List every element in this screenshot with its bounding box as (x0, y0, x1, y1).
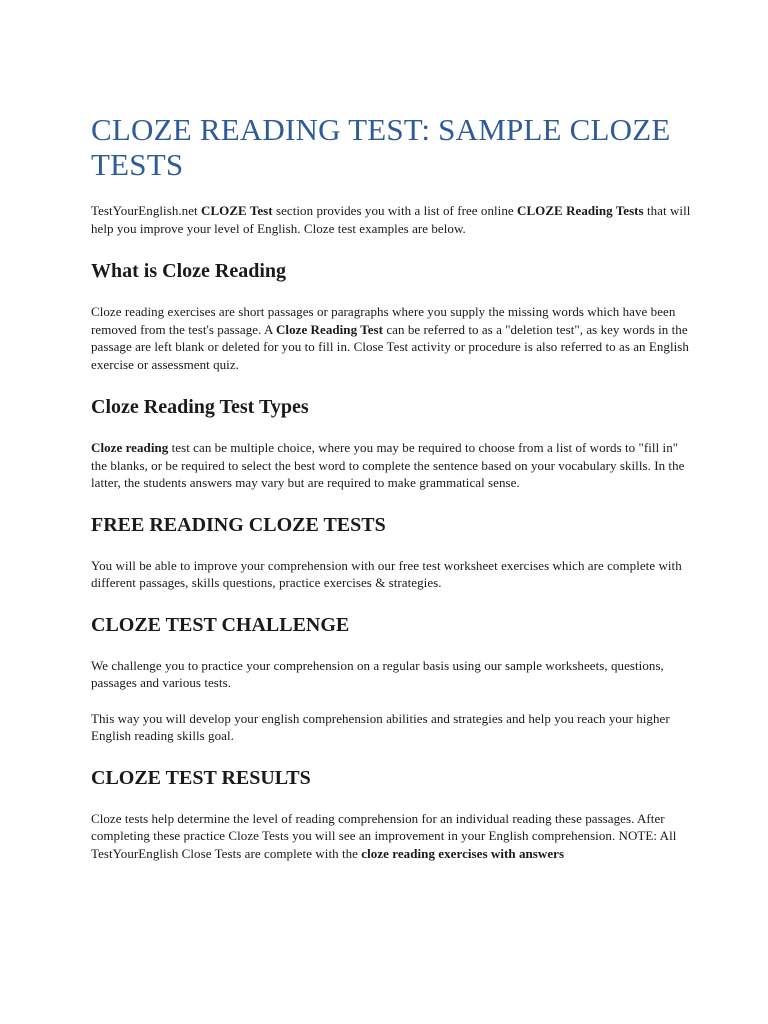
challenge-paragraph-2: This way you will develop your english comprehension abilities and strategies and help you reach your higher English reading skills goal. (91, 710, 670, 743)
what-text-2: can be referred to as a "deletion test", as key words in the passage are left blank or deleted for you to fill in. Close Test activity or procedure is also referred to as an English exercise or assessment quiz. (91, 321, 689, 372)
page-title: CLOZE READING TEST: SAMPLE CLOZE TESTS (91, 112, 671, 182)
heading-cloze-test-results: CLOZE TEST RESULTS (91, 766, 311, 789)
types-bold-cloze-reading: Cloze reading (91, 440, 169, 455)
heading-free-reading-cloze-tests: FREE READING CLOZE TESTS (91, 513, 386, 536)
types-paragraph (91, 439, 691, 492)
what-bold-cloze-reading-test: Cloze Reading Test (275, 321, 384, 337)
heading-cloze-test-challenge: CLOZE TEST CHALLENGE (91, 613, 350, 636)
results-bold-exercises-with-answers: cloze reading exercises with answers (361, 845, 565, 861)
intro-paragraph (91, 202, 691, 237)
intro-bold-cloze-reading-tests: CLOZE Reading Tests (517, 203, 644, 218)
heading-what-is-cloze-reading: What is Cloze Reading (91, 260, 286, 282)
intro-text-1: TestYourEnglish.net (91, 203, 201, 218)
document-page (91, 112, 691, 882)
intro-bold-cloze-test: CLOZE Test (201, 203, 273, 218)
results-text-1: Cloze tests help determine the level of reading comprehension for an individual reading these passages. After completing these practice Cloze Tests you will see an improvement in your English comprehension. NOTE: All TestYourEnglish Close Tests are complete with the (91, 810, 677, 861)
intro-text-3: that will help you improve your level of English. Cloze test examples are below. (91, 203, 691, 236)
challenge-paragraph-1: We challenge you to practice your comprehension on a regular basis using our sample worksheets, questions, passages and various tests. (91, 657, 664, 690)
what-text-1: Cloze reading exercises are short passages or paragraphs where you supply the missing words which have been removed from the test's passage. A (91, 304, 676, 337)
intro-text-2: section provides you with a list of free online (272, 203, 518, 218)
results-paragraph (91, 810, 691, 863)
heading-test-types: Cloze Reading Test Types (91, 396, 309, 418)
types-text-1: test can be multiple choice, where you may be required to choose from a list of words to "fill in" the blanks, or be required to select the best word to complete the sentence based on your vocabulary skills. In the latter, the students answers may vary but are required to make grammatical sense. (91, 440, 685, 490)
what-paragraph (91, 303, 691, 373)
free-paragraph: You will be able to improve your comprehension with our free test worksheet exercises which are complete with different passages, skills questions, practice exercises & strategies. (91, 557, 682, 590)
